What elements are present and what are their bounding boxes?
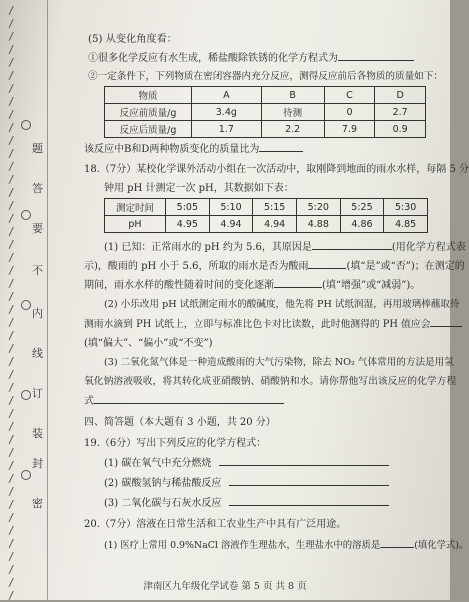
q19-item-text: (2) 碳酸氢钠与稀盐酸反应 (104, 478, 222, 489)
q20-p1 (104, 536, 468, 551)
q5-item1-text: ①很多化学反应有水生成，稀盐酸除铁锈的化学方程式为 (88, 53, 338, 64)
binding-line (47, 0, 48, 600)
table-cell: 反应前质量/g (105, 104, 192, 121)
binding-hole (21, 300, 31, 310)
margin-char: 装 (32, 427, 43, 440)
margin-char: 订 (32, 387, 43, 400)
table-header: 5:15 (253, 199, 297, 216)
q5-ratio (84, 140, 303, 155)
answer-blank[interactable] (338, 49, 414, 61)
answer-blank[interactable] (219, 454, 389, 466)
table-cell: 2.2 (261, 121, 324, 138)
margin-char: 内 (32, 307, 43, 320)
margin-char: 答 (32, 182, 43, 195)
q20-p1-tail: (填化学式)。 (414, 540, 469, 551)
q18-p3c (84, 392, 284, 407)
q18-p1a (104, 238, 466, 253)
q18-p3b: 氧化钠溶液吸收，将其转化成亚硝酸钠、硝酸钠和水。请你帮他写出该反应的化学方程 (84, 376, 457, 387)
q19-intro: 19.（6分）写出下列反应的化学方程式： (84, 438, 267, 449)
table-header: 物质 (105, 87, 192, 104)
q18-p1c-tail: (填“增强”或“减弱”)。 (322, 280, 421, 291)
q18-intro-1: 18.（7分）某校化学课外活动小组在一次活动中，取刚降到地面的雨水水样，每隔 5 分 (84, 164, 469, 175)
table-cell: 1.7 (192, 121, 262, 138)
margin-char: 封 (32, 457, 43, 470)
margin-char: 线 (32, 347, 43, 360)
q18-ph-table (104, 198, 428, 233)
q19-item-text: (3) 二氧化碳与石灰水反应 (104, 498, 222, 509)
answer-blank[interactable] (312, 238, 392, 250)
q18-intro-2: 钟用 pH 计测定一次 pH，其数据如下表： (104, 183, 294, 194)
q18-p1b (84, 257, 465, 272)
binding-hole (21, 120, 31, 130)
q19-item-1 (104, 454, 389, 469)
q18-p2a: (2) 小乐改用 pH 试纸测定雨水的酸碱度，他先将 PH 试纸润湿，再用玻璃棒蘸取待 (104, 299, 460, 310)
q18-p1a-tail: (用化学方程式表 (391, 242, 466, 253)
table-cell: 反应后质量/g (105, 121, 192, 138)
q5-mass-table (104, 86, 426, 138)
table-header: 5:30 (384, 199, 428, 216)
table-header: C (324, 87, 375, 104)
q18-p3c-text: 式 (84, 396, 94, 407)
table-cell: 0.9 (375, 121, 426, 138)
table-cell: 待测 (261, 104, 324, 121)
answer-blank[interactable] (229, 474, 389, 486)
binding-hole (21, 390, 31, 400)
table-header: D (375, 87, 426, 104)
q18-p1b-tail: (填“是”或“否”)；在测定的 (346, 261, 465, 272)
table-cell: 0 (324, 104, 375, 121)
q19-item-3 (104, 494, 389, 509)
table-cell: 4.94 (209, 216, 253, 233)
table-cell: 4.85 (384, 216, 428, 233)
table-cell: pH (105, 216, 166, 233)
q5-item1 (88, 49, 414, 64)
page-footer: 津南区九年级化学试卷 第 5 页 共 8 页 (143, 581, 307, 592)
table-header: 5:10 (209, 199, 253, 216)
answer-blank[interactable] (380, 536, 414, 548)
q20-intro: 20.（7分）溶液在日常生活和工农业生产中具有广泛用途。 (84, 519, 347, 530)
answer-blank[interactable] (229, 494, 389, 506)
binding-margin (0, 0, 58, 600)
table-header: 测定时间 (105, 199, 166, 216)
answer-blank[interactable] (430, 315, 462, 327)
q18-p1b-text: 示)，酸雨的 pH 小于 5.6，所取的雨水是否为酸雨 (84, 261, 309, 272)
margin-char: 不 (32, 264, 43, 277)
table-cell: 4.95 (166, 216, 210, 233)
q18-p1c (84, 276, 420, 291)
table-cell: 2.7 (375, 104, 426, 121)
table-header: 5:25 (340, 199, 384, 216)
table-cell: 7.9 (324, 121, 375, 138)
table-header: 5:05 (166, 199, 210, 216)
q5-header: (5) 从变化角度看： (88, 34, 177, 45)
answer-blank[interactable] (259, 140, 303, 152)
q5-ratio-text: 该反应中B和D两种物质变化的质量比为 (84, 144, 260, 155)
table-cell: 3.4g (192, 104, 262, 121)
margin-char: 题 (32, 142, 43, 155)
q18-p2c: (填“偏大”、“偏小”或“不变”) (84, 338, 213, 349)
q20-p1-text: (1) 医疗上常用 0.9%NaCl 溶液作生理盐水，生理盐水中的溶质是 (104, 540, 381, 551)
section-4-title: 四、简答题（本大题有 3 小题，共 20 分） (84, 417, 276, 428)
answer-blank[interactable] (94, 392, 284, 404)
table-cell: 4.86 (340, 216, 384, 233)
table-cell: 4.88 (296, 216, 340, 233)
answer-blank[interactable] (308, 257, 346, 269)
slash-border: / / / / / / / / / / / / / / / / / / / / / / / / / / / / / / / / / / / / / / / / / / / / / / (8, 4, 15, 602)
q18-p3a: (3) 二氧化氮气体是一种造成酸雨的大气污染物，除去 NO₂ 气体常用的方法是用氢 (104, 357, 454, 368)
table-header: 5:20 (296, 199, 340, 216)
q19-item-text: (1) 碳在氧气中充分燃烧 (104, 458, 212, 469)
margin-char: 密 (32, 497, 43, 510)
q18-p1a-text: (1) 已知：正常雨水的 pH 约为 5.6，其原因是 (104, 242, 312, 253)
binding-hole (21, 210, 31, 220)
table-header: A (192, 87, 262, 104)
table-header: B (261, 87, 324, 104)
q19-item-2 (104, 474, 389, 489)
q5-item2: ②一定条件下，下列物质在密闭容器内充分反应，测得反应前后各物质的质量如下： (88, 71, 443, 82)
q18-p2b (84, 315, 462, 330)
answer-blank[interactable] (274, 276, 322, 288)
binding-hole (21, 470, 31, 480)
q18-p2b-text: 测雨水滴到 PH 试纸上，立即与标准比色卡对比读数，此时他测得的 PH 值应会 (84, 319, 431, 330)
q18-p1c-text: 期间，雨水水样的酸性随着时间的变化逐渐 (84, 280, 274, 291)
table-cell: 4.94 (253, 216, 297, 233)
margin-char: 要 (32, 222, 43, 235)
